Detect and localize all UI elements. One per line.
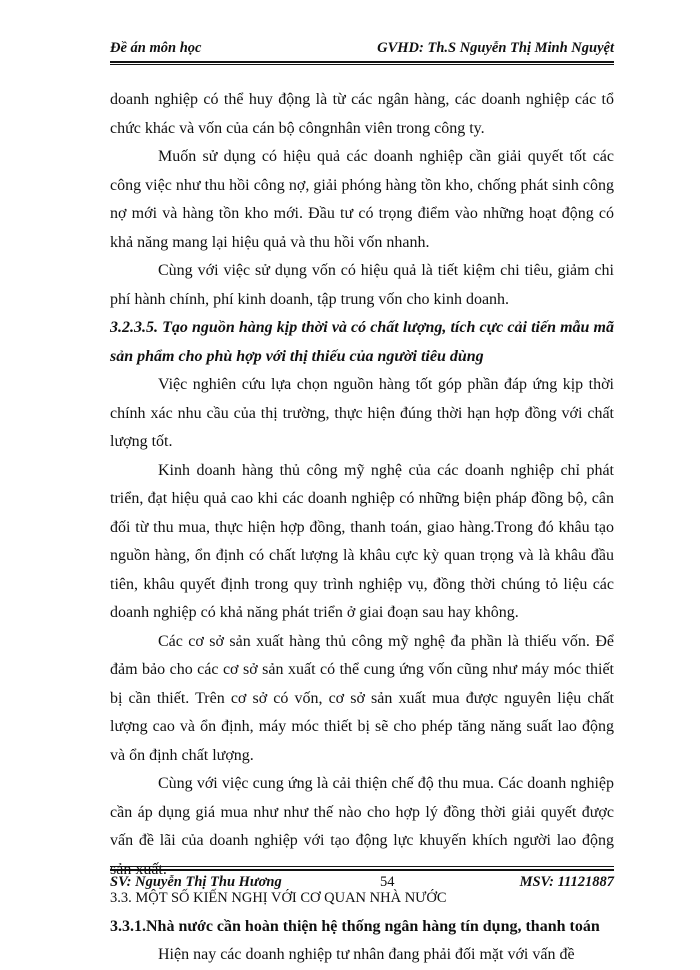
page-body <box>110 86 614 970</box>
page-footer <box>110 874 614 894</box>
paragraph: Cùng với việc sử dụng vốn có hiệu quả là tiết kiệm chi tiêu, giảm chi phí hành chính, phí kinh doanh, tập trung vốn cho kinh doanh. <box>110 262 614 308</box>
footer-rule <box>110 869 614 871</box>
footer-student-id: MSV: 11121887 <box>519 874 614 890</box>
section-heading-3-2-3-5: 3.2.3.5. Tạo nguồn hàng kịp thời và có chất lượng, tích cực cải tiến mẫu mã sản phẩm cho phù hợp với thị thiếu của người tiêu dùng <box>110 319 614 365</box>
section-heading-3-3-1: 3.3.1.Nhà nước cần hoàn thiện hệ thống ngân hàng tín dụng, thanh toán <box>110 917 600 935</box>
paragraph: Các cơ sở sản xuất hàng thủ công mỹ nghệ đa phần là thiếu vốn. Để đảm bảo cho các cơ sở sản xuất có thể cung ứng vốn cũng như máy móc thiết bị cần thiết. Trên cơ sở có vốn, cơ sở sản xuất mua được nguyên liệu chất lượng cao và ổn định, máy móc thiết bị sẽ cho phép tăng năng suất lao động và ổn định chất lượng. <box>110 632 614 764</box>
page-header <box>110 40 614 60</box>
paragraph: Cùng với việc cung ứng là cải thiện chế độ thu mua. Các doanh nghiệp cần áp dụng giá mua như như thế nào cho hợp lý đồng thời giải quyết được vấn đề lãi của doanh nghiệp với tạo động lực khuyến khích người lao động sản xuất. <box>110 775 614 878</box>
paragraph: Muốn sử dụng có hiệu quả các doanh nghiệp cần giải quyết tốt các công việc như thu hồi công nợ, giải phóng hàng tồn kho, chống phát sinh công nợ mới và hàng tồn kho mới. Đầu tư có trọng điểm vào những hoạt động có khả năng mang lại hiệu quả và thu hồi vốn nhanh. <box>110 148 614 251</box>
page-number: 54 <box>380 874 395 890</box>
footer-student-name: SV: Nguyễn Thị Thu Hương <box>110 874 282 890</box>
header-course-title: Đề án môn học <box>110 40 202 56</box>
paragraph: Kinh doanh hàng thủ công mỹ nghệ của các doanh nghiệp chỉ phát triển, đạt hiệu quả cao khi các doanh nghiệp có những biện pháp đồng bộ, cân đối từ thu mua, thực hiện hợp đồng, thanh toán, giao hàng.Trong đó khâu tạo nguồn hàng, ổn định có chất lượng là khâu cực kỳ quan trọng và là khâu đầu tiên, khâu quyết định trong quy trình nghiệp vụ, đồng thời chúng tỏ liệu các doanh nghiệp có khả năng phát triển ở giai đoạn sau hay không. <box>110 461 614 621</box>
footer-rule-thin <box>110 866 614 867</box>
section-heading-3-3: 3.3. MỘT SỐ KIẾN NGHỊ VỚI CƠ QUAN NHÀ NƯỚC <box>110 890 447 906</box>
paragraph: Việc nghiên cứu lựa chọn nguồn hàng tốt góp phần đáp ứng kịp thời chính xác nhu cầu của thị trường, thực hiện đúng thời hạn hợp đồng với chất lượng tốt. <box>110 376 614 450</box>
header-rule-thin <box>110 64 614 65</box>
paragraph: doanh nghiệp có thể huy động là từ các ngân hàng, các doanh nghiệp các tổ chức khác và vốn của cán bộ côngnhân viên trong công ty. <box>110 91 614 137</box>
header-rule <box>110 61 614 63</box>
paragraph: Hiện nay các doanh nghiệp tư nhân đang phải đối mặt với vấn đề <box>158 946 575 963</box>
header-supervisor: GVHD: Th.S Nguyễn Thị Minh Nguyệt <box>377 40 614 56</box>
